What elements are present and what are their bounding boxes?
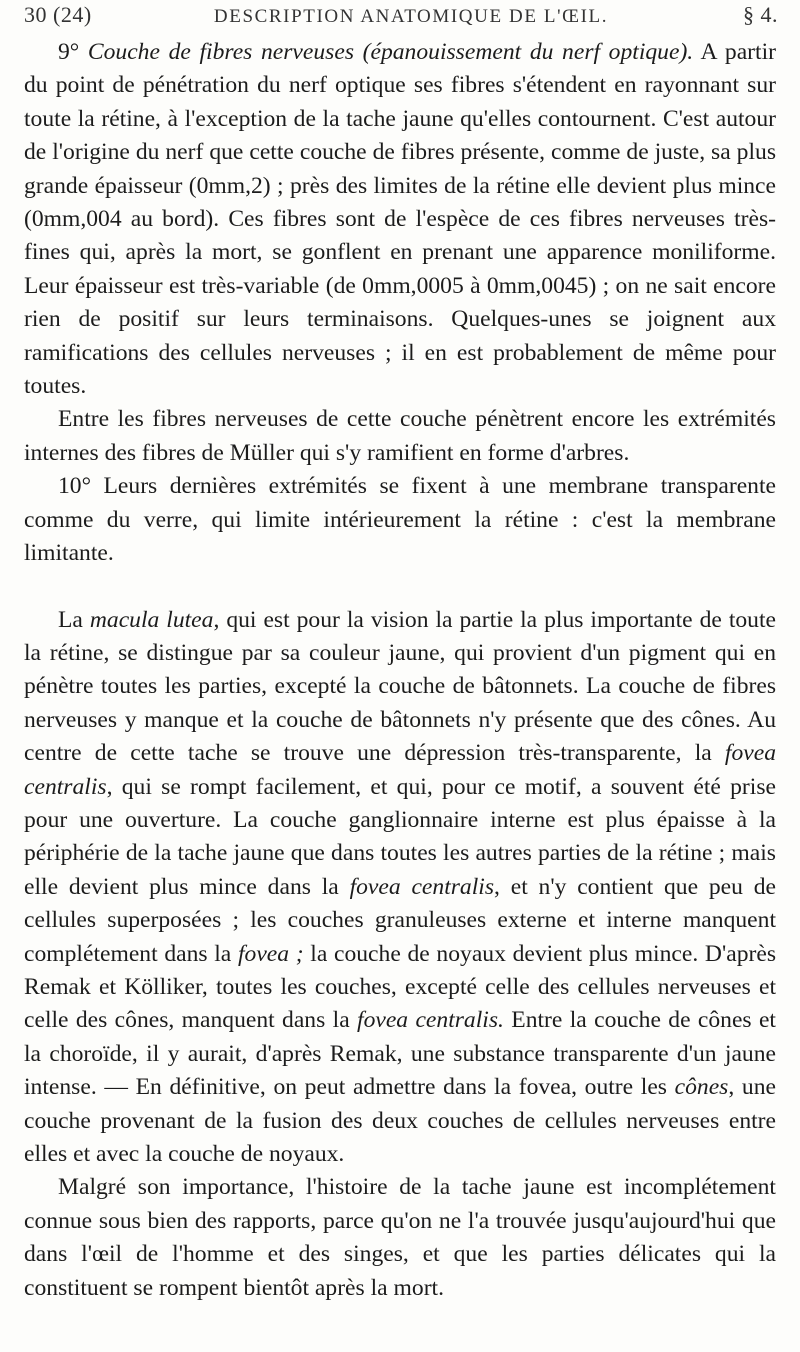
text-run: , et n'y contient que peu de cellules superposées ; les couches granuleuses externe et interne manquent complétement dans la (24, 873, 777, 967)
running-head (24, 2, 778, 34)
text-run: A partir du point de pénétration du nerf optique ses fibres s'étendent en rayonnant sur toute la rétine, à l'exception de la tache jaune qu'elles contournent. C'est autour de l'origine du nerf que cette couche de fibres présente, comme de juste, sa plus grande épaisseur (0mm,2) ; près des limites de la rétine elle devient plus mince (0mm,004 au bord). Ces fibres sont de l'espèce de ces fibres nerveuses très-fines qui, après la mort, se gonflent en prenant une apparence moniliforme. Leur épaisseur est très-variable (de 0mm,0005 à 0mm,0045) ; on ne sait encore rien de positif sur leurs terminaisons. Quelques-unes se joignent aux ramifications des cellules nerveuses ; il en est probablement de même pour toutes. (24, 39, 777, 400)
text-run: , qui est pour la vision la partie la plus importante de toute la rétine, se distingue par sa couleur jaune, qui provient d'un pigment qui en pénètre toutes les parties, excepté la couche de bâtonnets. La couche de fibres nerveuses y manque et la couche de bâtonnets n'y présente que des cônes. Au centre de cette tache se trouve une dépression très-transparente, la (24, 606, 777, 767)
paragraph-p-malgre (24, 1171, 776, 1305)
paragraph-p9 (24, 36, 776, 403)
italic-run: fovea centralis (24, 740, 776, 800)
text-run: Entre les fibres nerveuses de cette couche pénètrent encore les extrémités internes des fibres de Müller qui s'y ramifient en forme d'arbres. (24, 406, 776, 466)
text-run: la couche de noyaux devient plus mince. D'après Remak et Kölliker, toutes les couches, excepté celle des cellules nerveuses et celle des cônes, manquent dans la (24, 940, 776, 1034)
section-mark: § 4. (743, 2, 778, 27)
italic-run: macula lutea (89, 606, 214, 633)
text-run: La (58, 606, 90, 633)
paragraph-p9b (24, 403, 776, 470)
italic-run: cônes (674, 1074, 729, 1101)
text-run: Malgré son importance, l'histoire de la tache jaune est incomplétement connue sous bien des rapports, parce qu'on ne l'a trouvée jusqu'aujourd'hui que dans l'œil de l'homme et des singes, et que les parties délicates qui la constituent se rompent bientôt après la mort. (24, 1174, 776, 1301)
italic-run: fovea ; (237, 940, 304, 967)
text-run: 9° (58, 39, 88, 65)
text-run: Entre la couche de cônes et la choroïde, il y aurait, d'après Remak, une substance transparente d'un jaune intense. — En définitive, on peut admettre dans la fovea, outre les (24, 1007, 776, 1101)
italic-run: fovea centralis (349, 873, 495, 900)
paragraph-p-macula (24, 604, 776, 1172)
running-title: DESCRIPTION ANATOMIQUE DE L'ŒIL. (213, 6, 609, 27)
paragraph-p10 (24, 470, 776, 570)
page-number: 30 (24) (24, 2, 92, 27)
italic-run: Couche de fibres nerveuses (épanouissement du nerf optique). (87, 39, 694, 65)
text-run: , une couche provenant de la fusion des deux couches de cellules nerveuses entre elles et avec la couche de noyaux. (24, 1074, 776, 1167)
body-text (24, 36, 776, 1305)
italic-run: fovea centralis. (357, 1007, 504, 1034)
text-run: 10° Leurs dernières extrémités se fixent à une membrane transparente comme du verre, qui limite intérieurement la rétine : c'est la membrane limitante. (24, 473, 776, 567)
text-run: , qui se rompt facilement, et qui, pour ce motif, a souvent été prise pour une ouverture. La couche ganglionnaire interne est plus épaisse à la périphérie de la tache jaune que dans toutes les autres parties de la rétine ; mais elle devient plus mince dans la (24, 773, 776, 900)
